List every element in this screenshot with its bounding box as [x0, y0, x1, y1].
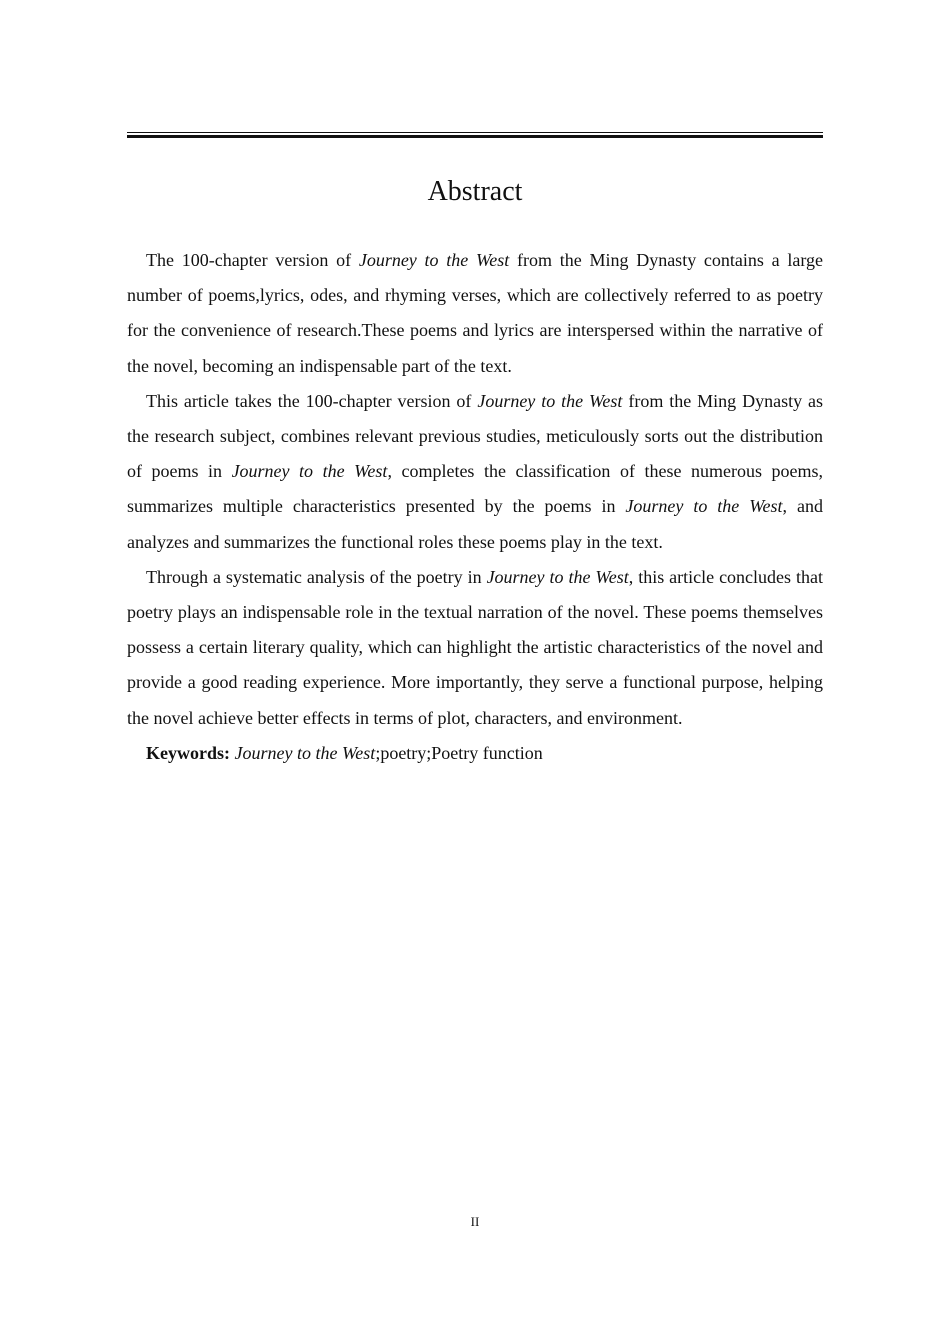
keyword-book-title: Journey to the West [234, 742, 376, 763]
page-number: II [470, 1214, 480, 1229]
paragraph-2-text: from the Ming Dynasty as the research subject, combines relevant previous studies, meticulously sorts out the distribution of poems in [127, 390, 823, 482]
page-title: Abstract [427, 176, 523, 207]
header-rule-thick-line [127, 135, 823, 138]
paragraph-2-text: , completes the classification of these numerous poems, summarizes multiple characteristics presented by the poems in [127, 461, 823, 517]
paragraph-3-text: Through a systematic analysis of the poetry in [146, 566, 487, 587]
keywords-list: ;poetry;Poetry function [375, 742, 543, 763]
book-title-italic: Journey to the West [486, 566, 629, 587]
paragraph-1-text: from the Ming Dynasty contains a large number of poems,lyrics, odes, and rhyming verses, which are collectively referred to as poetry for the convenience of research.These poems and lyrics are interspersed within the narrative of the novel, becoming an indispensable part of the text. [127, 250, 823, 376]
abstract-body [127, 243, 823, 771]
paragraph-2-text: This article takes the 100-chapter version of [146, 390, 478, 411]
abstract-paragraph-2 [127, 384, 823, 560]
paragraph-1-text: The 100-chapter version of [146, 250, 359, 270]
abstract-paragraph-3 [127, 560, 823, 736]
header-rule-thin-line [127, 132, 823, 133]
paragraph-2-text: , and analyzes and summarizes the functional roles these poems play in the text. [127, 496, 823, 552]
abstract-paragraph-1 [127, 243, 823, 384]
keywords-line [127, 736, 823, 771]
book-title-italic: Journey to the West [231, 461, 388, 482]
book-title-italic: Journey to the West [477, 390, 623, 411]
header-double-rule [127, 132, 823, 138]
book-title-italic: Journey to the West [358, 250, 510, 270]
keywords-label: Keywords: [146, 742, 230, 763]
book-title-italic: Journey to the West [625, 496, 783, 517]
paragraph-3-text: , this article concludes that poetry plays an indispensable role in the textual narration of the novel. These poems themselves possess a certain literary quality, which can highlight the artistic characteristics of the novel and provide a good reading experience. More importantly, they serve a functional purpose, helping the novel achieve better effects in terms of plot, characters, and environment. [127, 566, 823, 728]
